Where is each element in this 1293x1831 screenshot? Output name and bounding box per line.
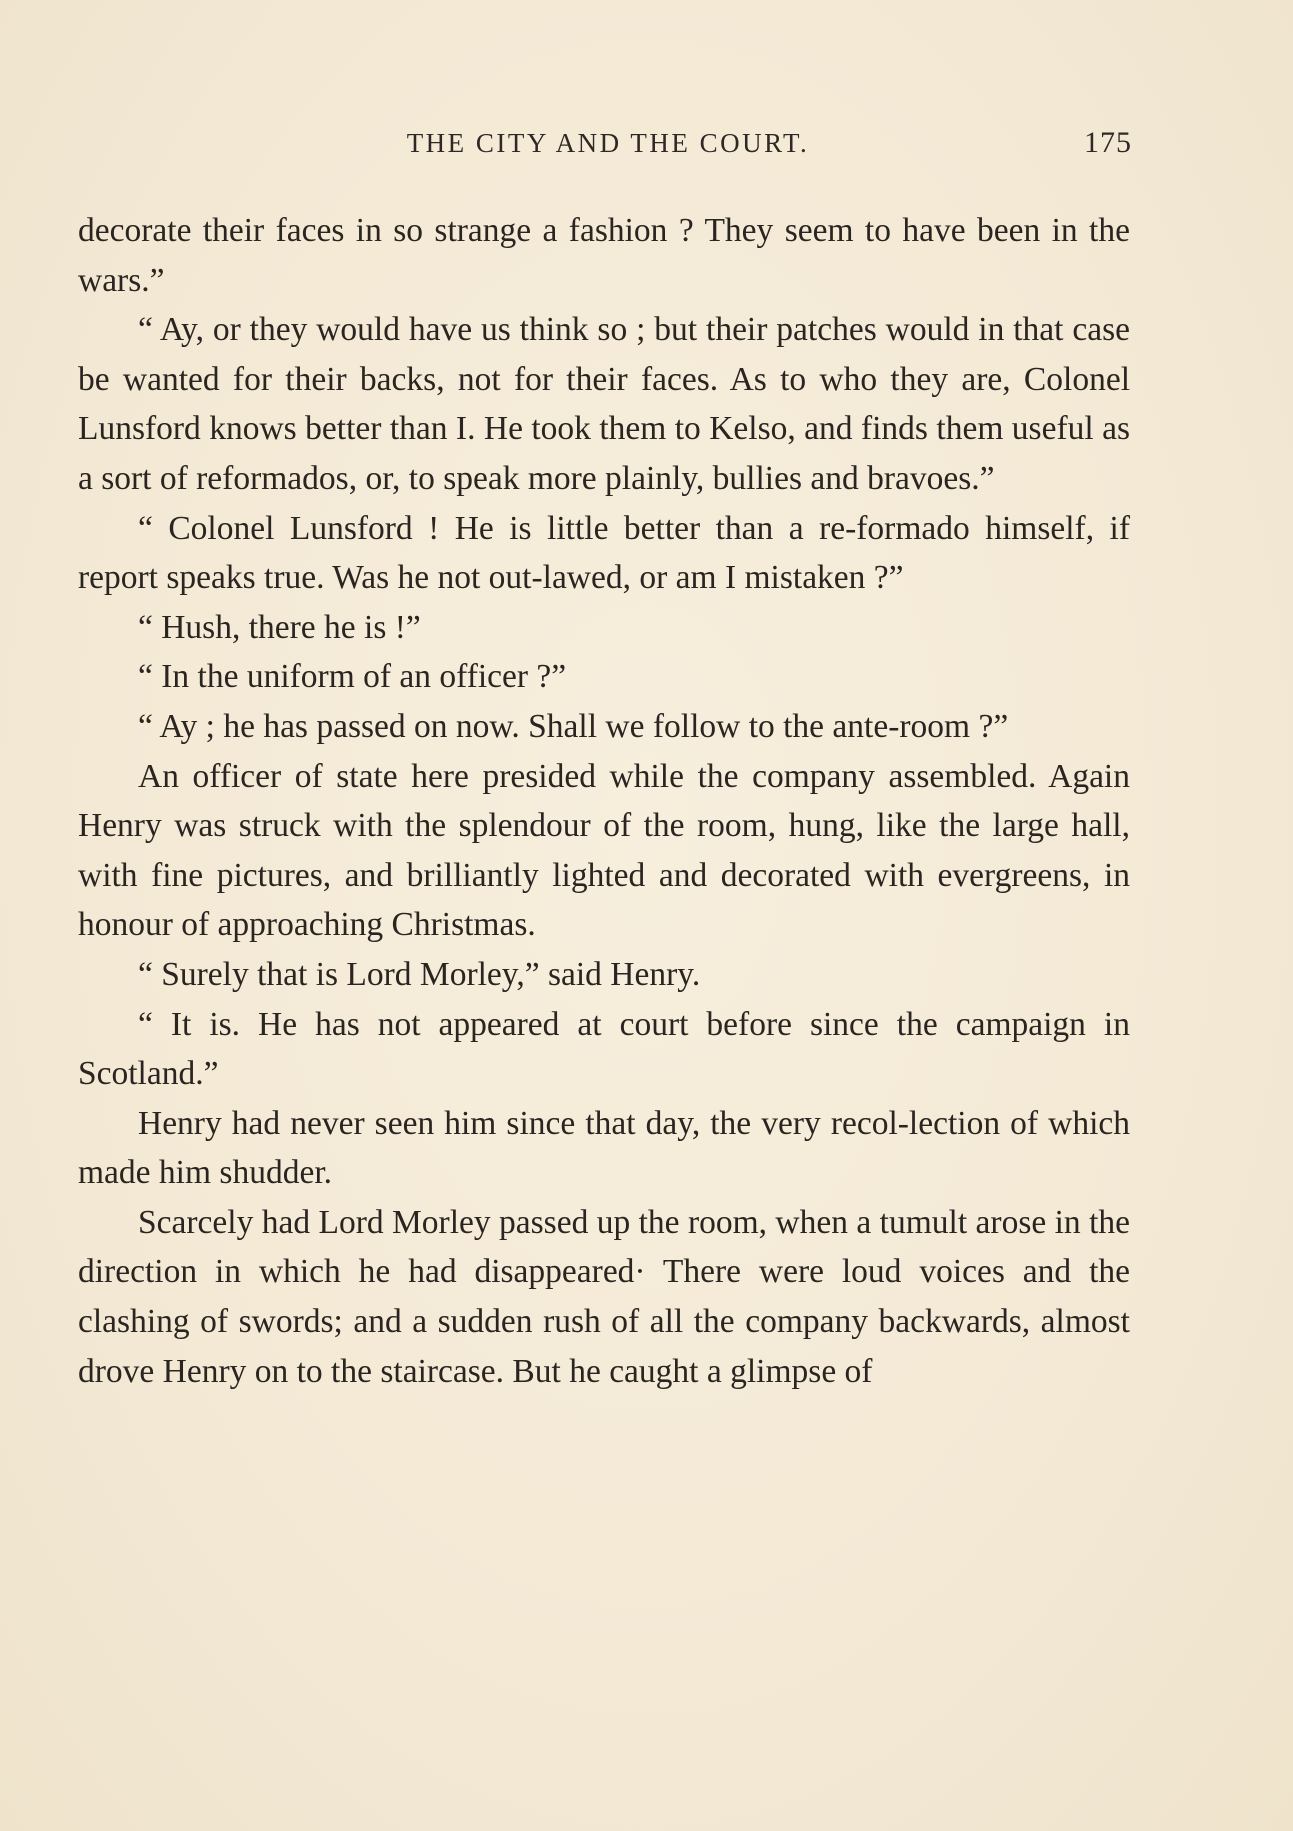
running-head <box>78 124 1138 164</box>
paragraph: “ Colonel Lunsford ! He is little better than a re-formado himself, if report speaks true. Was he not out-lawed, or am I mistaken ?” <box>78 509 1130 597</box>
paragraph: “ It is. He has not appeared at court before since the campaign in Scotland.” <box>78 1005 1130 1093</box>
paragraph: Scarcely had Lord Morley passed up the room, when a tumult arose in the direction in which he had disappeared· There were loud voices and the clashing of swords; and a sudden rush of all the company backwards, almost drove Henry on to the staircase. But he caught a glimpse of <box>78 1203 1130 1390</box>
running-title: THE CITY AND THE COURT. <box>406 128 810 158</box>
paragraph: “ In the uniform of an officer ?” <box>138 658 567 696</box>
body-text <box>78 206 1130 1396</box>
paragraph: decorate their faces in so strange a fashion ? They seem to have been in the wars.” <box>78 212 1130 299</box>
paragraph: Henry had never seen him since that day, the very recol-lection of which made him shudder. <box>78 1104 1130 1192</box>
paragraph: “ Ay ; he has passed on now. Shall we follow to the ante-room ?” <box>138 707 1009 745</box>
paragraph: “ Ay, or they would have us think so ; but their patches would in that case be wanted for their backs, not for their faces. As to who they are, Colonel Lunsford knows better than I. He took them to Kelso, and finds them useful as a sort of reformados, or, to speak more plainly, bullies and bravoes.” <box>78 311 1130 497</box>
page-number: 175 <box>1084 126 1132 159</box>
paragraph: An officer of state here presided while the company assembled. Again Henry was struck with the splendour of the room, hung, like the large hall, with fine pictures, and brilliantly lighted and decorated with evergreens, in honour of approaching Christmas. <box>78 757 1130 944</box>
paragraph: “ Hush, there he is !” <box>138 608 421 646</box>
paragraph: “ Surely that is Lord Morley,” said Henry. <box>138 955 701 993</box>
